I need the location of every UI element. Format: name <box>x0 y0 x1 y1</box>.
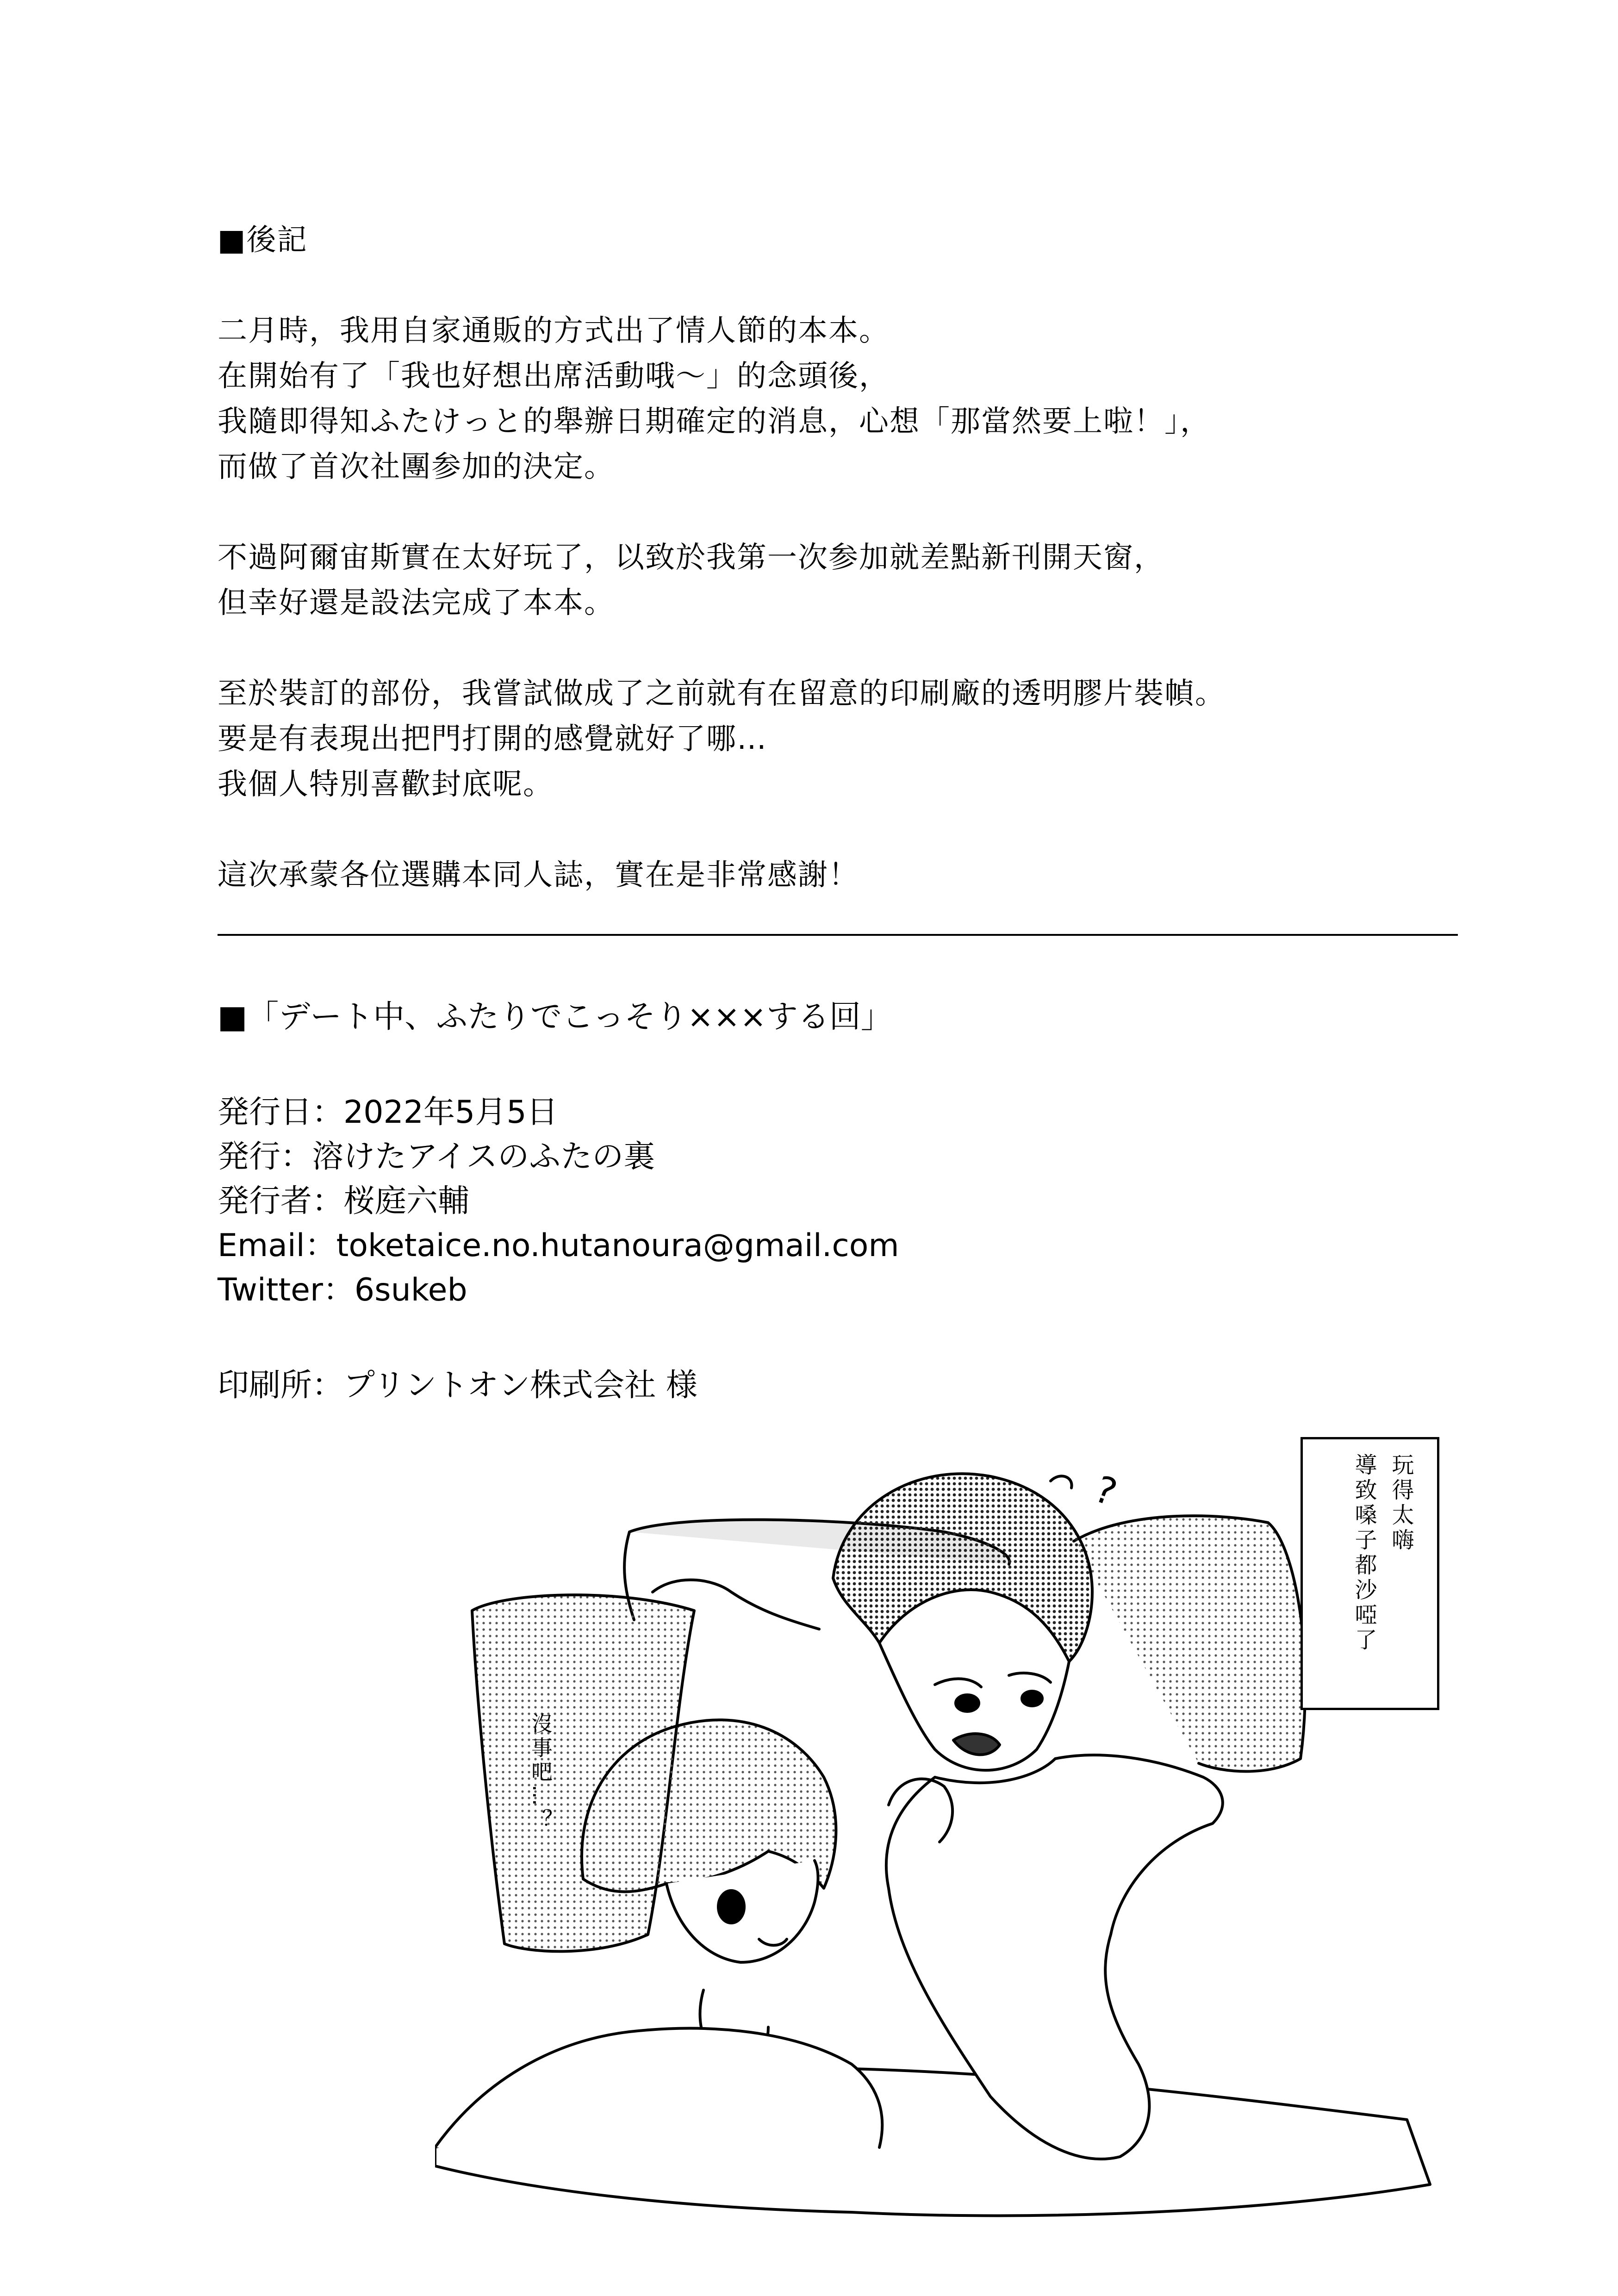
girl-speech-text: 沒事吧…？ <box>528 1712 553 1833</box>
afterword-paragraph <box>218 852 1467 898</box>
caption-line: 玩得太嗨 <box>1388 1453 1414 1553</box>
afterword-paragraph <box>218 308 1467 490</box>
colophon-publisher: 発行：溶けたアイスのふたの裏 <box>218 1139 655 1175</box>
section-divider <box>218 934 1458 936</box>
afterword-line: 二月時，我用自家通販的方式出了情人節的本本。 <box>218 314 890 348</box>
colophon-twitter: Twitter：6sukeb <box>218 1272 467 1308</box>
colophon-section <box>218 995 1467 1408</box>
afterword-line: 在開始有了「我也好想出席活動哦～」的念頭後， <box>218 359 890 393</box>
afterword-line: 而做了首次社團参加的決定。 <box>218 450 615 484</box>
afterword-section <box>218 218 1467 898</box>
afterword-line: 我個人特別喜歡封底呢。 <box>218 767 554 802</box>
afterword-paragraph <box>218 671 1467 807</box>
colophon-publish-date: 発行日：2022年5月5日 <box>218 1094 558 1131</box>
caption-line: 導致嗓子都沙啞了 <box>1351 1453 1377 1653</box>
afterword-line: 至於裝訂的部份，我嘗試做成了之前就有在留意的印刷廠的透明膠片裝幀。 <box>218 677 1226 711</box>
afterword-line: 要是有表現出把門打開的感覺就好了哪… <box>218 722 767 756</box>
caption-box <box>1301 1437 1439 1710</box>
colophon-printer: 印刷所：プリントオン株式会社 様 <box>218 1367 697 1404</box>
man-hair <box>833 1474 1092 1661</box>
blanket <box>435 2028 882 2147</box>
afterword-line: 這次承蒙各位選購本同人誌，實在是非常感謝！ <box>218 858 859 892</box>
afterword-paragraph <box>218 535 1467 626</box>
colophon-title: ■「デート中、ふたりでこっそり×××する回」 <box>218 999 892 1035</box>
afterword-heading: ■後記 <box>218 223 308 257</box>
afterword-line: 我隨即得知ふたけっと的舉辦日期確定的消息，心想「那當然要上啦！」， <box>218 404 1211 439</box>
right-pillow <box>1074 1516 1305 1771</box>
svg-text:?: ? <box>1089 1467 1123 1515</box>
afterword-line: 不過阿爾宙斯實在太好玩了，以致於我第一次参加就差點新刊開天窗， <box>218 541 1164 575</box>
afterword-line: 但幸好還是設法完成了本本。 <box>218 586 615 620</box>
colophon-author: 発行者：桜庭六輔 <box>218 1183 470 1220</box>
colophon-email: Email：toketaice.no.hutanoura@gmail.com <box>218 1227 899 1264</box>
